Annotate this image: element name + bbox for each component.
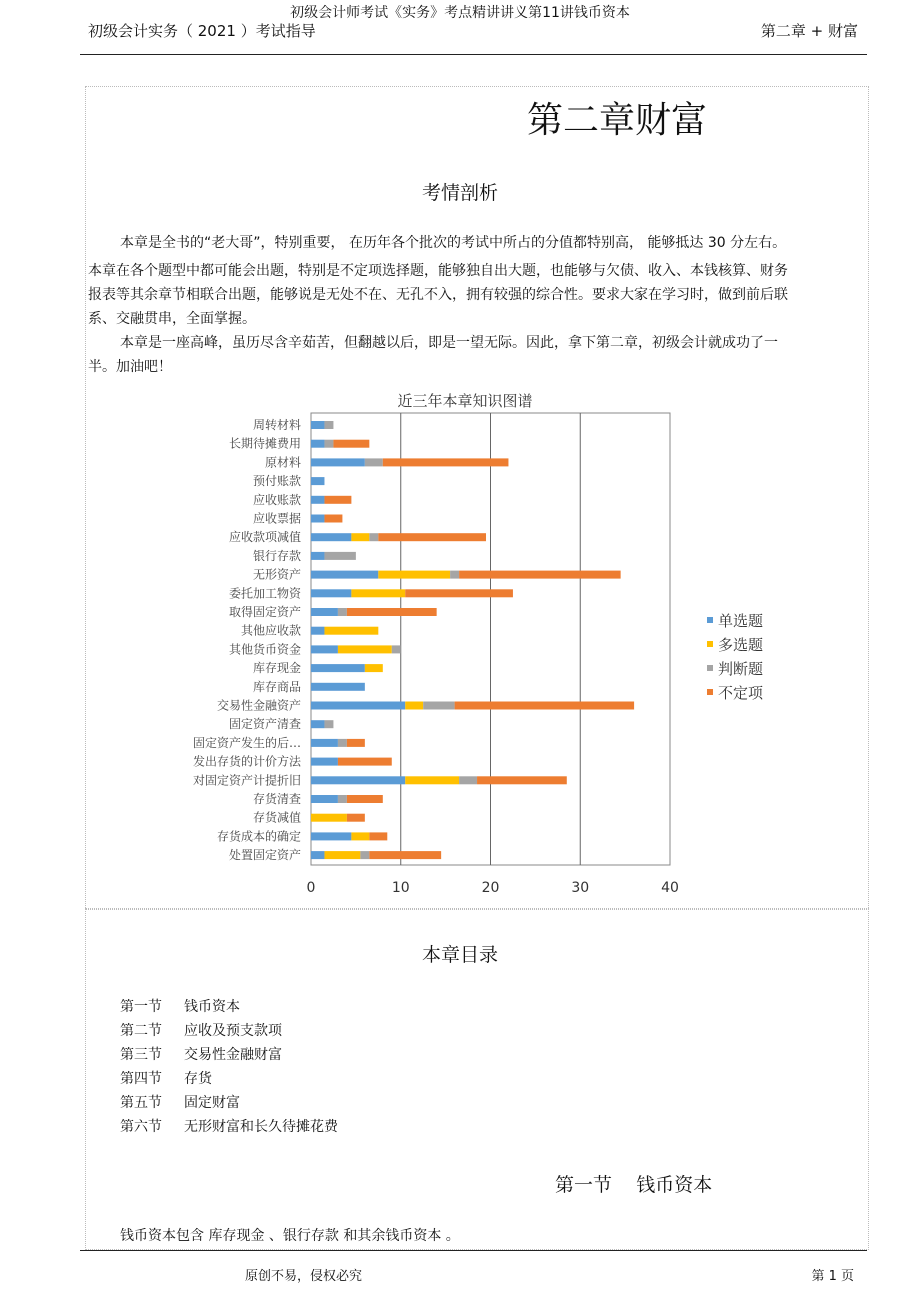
- bar-segment-不定项: [324, 515, 342, 523]
- toc-item: [120, 1116, 338, 1136]
- legend-label: 不定项: [718, 684, 764, 702]
- bar-segment-判断题: [338, 739, 347, 747]
- category-label: 应收款项减值: [228, 530, 301, 545]
- bar-segment-多选题: [351, 589, 405, 597]
- bar-segment-多选题: [365, 664, 383, 672]
- section-number: 第一节: [555, 1174, 613, 1196]
- bar-segment-不定项: [347, 795, 383, 803]
- document-title: 初级会计师考试《实务》考点精讲讲义第11讲钱币资本: [290, 5, 630, 21]
- section-title: 钱币资本: [636, 1174, 713, 1196]
- x-tick-label: 40: [661, 880, 679, 896]
- category-label: 长期待摊费用: [228, 436, 301, 451]
- footer-page-number: 第 1 页: [811, 1269, 854, 1284]
- bar-segment-判断题: [324, 720, 333, 728]
- bar-segment-判断题: [423, 702, 454, 710]
- bar-segment-多选题: [351, 533, 369, 541]
- bar-segment-不定项: [338, 758, 392, 766]
- bar-segment-单选题: [311, 458, 365, 466]
- footer-left: 原创不易，侵权必究: [245, 1269, 363, 1284]
- toc-item-title: 无形财富和长久待摊花费: [184, 1119, 338, 1135]
- category-label: 库存商品: [252, 679, 301, 694]
- toc-item-title: 应收及预支款项: [184, 1023, 282, 1039]
- paragraph-3: 本章是一座高峰，虽历尽含辛茹苦，但翻越以后，即是一望无际。因此，拿下第二章，初级会计就成功了一半。加油吧！: [88, 335, 778, 375]
- header-right: 第二章 + 财富: [760, 22, 858, 40]
- bar-segment-判断题: [324, 440, 333, 448]
- bar-segment-单选题: [311, 533, 351, 541]
- category-label: 无形资产: [252, 567, 301, 582]
- header-left: 初级会计实务（ 2021 ）考试指导: [88, 22, 316, 40]
- bar-segment-判断题: [338, 608, 347, 616]
- legend-label: 单选题: [718, 612, 764, 630]
- bar-segment-不定项: [477, 776, 567, 784]
- bar-segment-单选题: [311, 832, 351, 840]
- bar-segment-单选题: [311, 776, 405, 784]
- bar-segment-单选题: [311, 739, 338, 747]
- bar-segment-判断题: [450, 571, 459, 579]
- category-label: 固定资产清查: [228, 717, 301, 732]
- bar-segment-单选题: [311, 702, 405, 710]
- category-label: 预付账款: [252, 474, 301, 489]
- legend-swatch: [707, 665, 713, 671]
- bar-segment-单选题: [311, 589, 351, 597]
- bar-segment-不定项: [405, 589, 513, 597]
- bar-segment-多选题: [311, 814, 347, 822]
- bar-segment-判断题: [365, 458, 383, 466]
- bar-segment-单选题: [311, 552, 324, 560]
- bar-segment-单选题: [311, 851, 324, 859]
- bar-segment-不定项: [459, 571, 621, 579]
- bar-segment-多选题: [324, 851, 360, 859]
- bar-segment-不定项: [347, 608, 437, 616]
- bar-segment-不定项: [369, 832, 387, 840]
- x-tick-label: 10: [391, 880, 410, 896]
- bar-segment-不定项: [347, 739, 365, 747]
- legend-swatch: [707, 617, 713, 623]
- toc-item-number: 第二节: [120, 1023, 162, 1039]
- bar-segment-判断题: [324, 552, 355, 560]
- toc-item: [120, 1020, 282, 1040]
- toc-item: [120, 1068, 212, 1088]
- bar-segment-单选题: [311, 440, 324, 448]
- bar-segment-判断题: [338, 795, 347, 803]
- knowledge-map-chart: [190, 385, 790, 905]
- category-label: 取得固定资产: [228, 605, 301, 619]
- bar-segment-多选题: [351, 832, 369, 840]
- bar-segment-单选题: [311, 515, 324, 523]
- bar-segment-不定项: [369, 851, 441, 859]
- bar-segment-单选题: [311, 608, 338, 616]
- category-label: 存货成本的确定: [216, 829, 301, 844]
- toc-item-number: 第三节: [120, 1047, 162, 1063]
- bar-segment-不定项: [378, 533, 486, 541]
- x-tick-label: 20: [481, 880, 500, 896]
- bar-segment-不定项: [324, 496, 351, 504]
- legend-swatch: [707, 641, 713, 647]
- toc-item: [120, 996, 240, 1016]
- bar-segment-单选题: [311, 795, 338, 803]
- x-tick-label: 0: [306, 880, 316, 896]
- category-label: 交易性金融资产: [216, 698, 301, 713]
- category-label: 存货减值: [252, 810, 301, 825]
- bar-segment-单选题: [311, 720, 324, 728]
- paragraph-2: 本章在各个题型中都可能会出题，特别是不定项选择题，能够独自出大题，也能够与欠债、收入、本钱核算、财务报表等其余章节相联合出题，能够说是无处不在、无孔不入，拥有较强的综合性。要求大家在学习时，做到前后联系、交融贯串，全面掌握。: [88, 263, 788, 327]
- bar-segment-单选题: [311, 421, 324, 429]
- legend-swatch: [707, 689, 713, 695]
- category-label: 委托加工物资: [228, 586, 301, 601]
- category-label: 银行存款: [252, 548, 301, 563]
- bar-segment-判断题: [392, 645, 401, 653]
- toc-title: 本章目录: [421, 944, 498, 966]
- bar-segment-单选题: [311, 496, 324, 504]
- category-label: 处置固定资产: [228, 848, 301, 863]
- section-heading: [555, 1170, 712, 1197]
- bar-segment-判断题: [459, 776, 477, 784]
- toc-item-title: 交易性金融财富: [184, 1047, 282, 1063]
- analysis-title: 考情剖析: [421, 182, 498, 204]
- bar-segment-单选题: [311, 683, 365, 691]
- bar-segment-判断题: [324, 421, 333, 429]
- category-label: 其他货币资金: [228, 642, 301, 657]
- bar-segment-不定项: [455, 702, 634, 710]
- toc-item-title: 固定财富: [184, 1095, 240, 1111]
- category-label: 应收账款: [252, 492, 301, 507]
- chart-title: 近三年本章知识图谱: [397, 392, 533, 410]
- section-text: 钱币资本包含 库存现金 、银行存款 和其余钱币资本 。: [120, 1228, 460, 1244]
- bar-segment-不定项: [347, 814, 365, 822]
- x-tick-label: 30: [571, 880, 590, 896]
- bar-segment-不定项: [333, 440, 369, 448]
- category-label: 对固定资产计提折旧: [192, 773, 301, 788]
- toc-item: [120, 1044, 282, 1064]
- toc-item: [120, 1092, 240, 1112]
- bar-segment-单选题: [311, 627, 324, 635]
- category-label: 固定资产发生的后…: [192, 735, 301, 750]
- chapter-title: 第二章财富: [527, 100, 708, 141]
- category-label: 存货清查: [252, 792, 301, 806]
- bar-segment-单选题: [311, 758, 338, 766]
- toc-item-title: 钱币资本: [184, 999, 240, 1015]
- header-rule: [80, 54, 867, 55]
- bar-segment-多选题: [405, 776, 459, 784]
- category-label: 库存现金: [252, 661, 301, 676]
- category-label: 周转材料: [252, 418, 301, 432]
- legend-label: 判断题: [718, 660, 764, 678]
- bar-segment-不定项: [383, 458, 509, 466]
- toc-item-number: 第四节: [120, 1071, 162, 1087]
- category-label: 其他应收款: [240, 623, 301, 638]
- category-label: 应收票据: [252, 511, 301, 526]
- bar-segment-判断题: [369, 533, 378, 541]
- category-label: 发出存货的计价方法: [192, 754, 301, 769]
- toc-item-title: 存货: [184, 1071, 212, 1087]
- bar-segment-单选题: [311, 664, 365, 672]
- bar-segment-单选题: [311, 645, 338, 653]
- footer-rule: [80, 1250, 867, 1251]
- bar-segment-多选题: [324, 627, 378, 635]
- toc-item-number: 第六节: [120, 1119, 162, 1135]
- bar-segment-单选题: [311, 477, 324, 485]
- bar-segment-多选题: [338, 645, 392, 653]
- bar-segment-多选题: [378, 571, 450, 579]
- legend-label: 多选题: [718, 636, 764, 654]
- toc-item-number: 第五节: [120, 1095, 162, 1111]
- bar-segment-单选题: [311, 571, 378, 579]
- paragraph-1: 本章是全书的“老大哥”，特别重要， 在历年各个批次的考试中所占的分值都特别高， 能够抵达 30 分左右。: [120, 235, 787, 251]
- bar-segment-多选题: [405, 702, 423, 710]
- category-label: 原材料: [264, 455, 301, 470]
- bar-segment-判断题: [360, 851, 369, 859]
- toc-item-number: 第一节: [120, 999, 162, 1015]
